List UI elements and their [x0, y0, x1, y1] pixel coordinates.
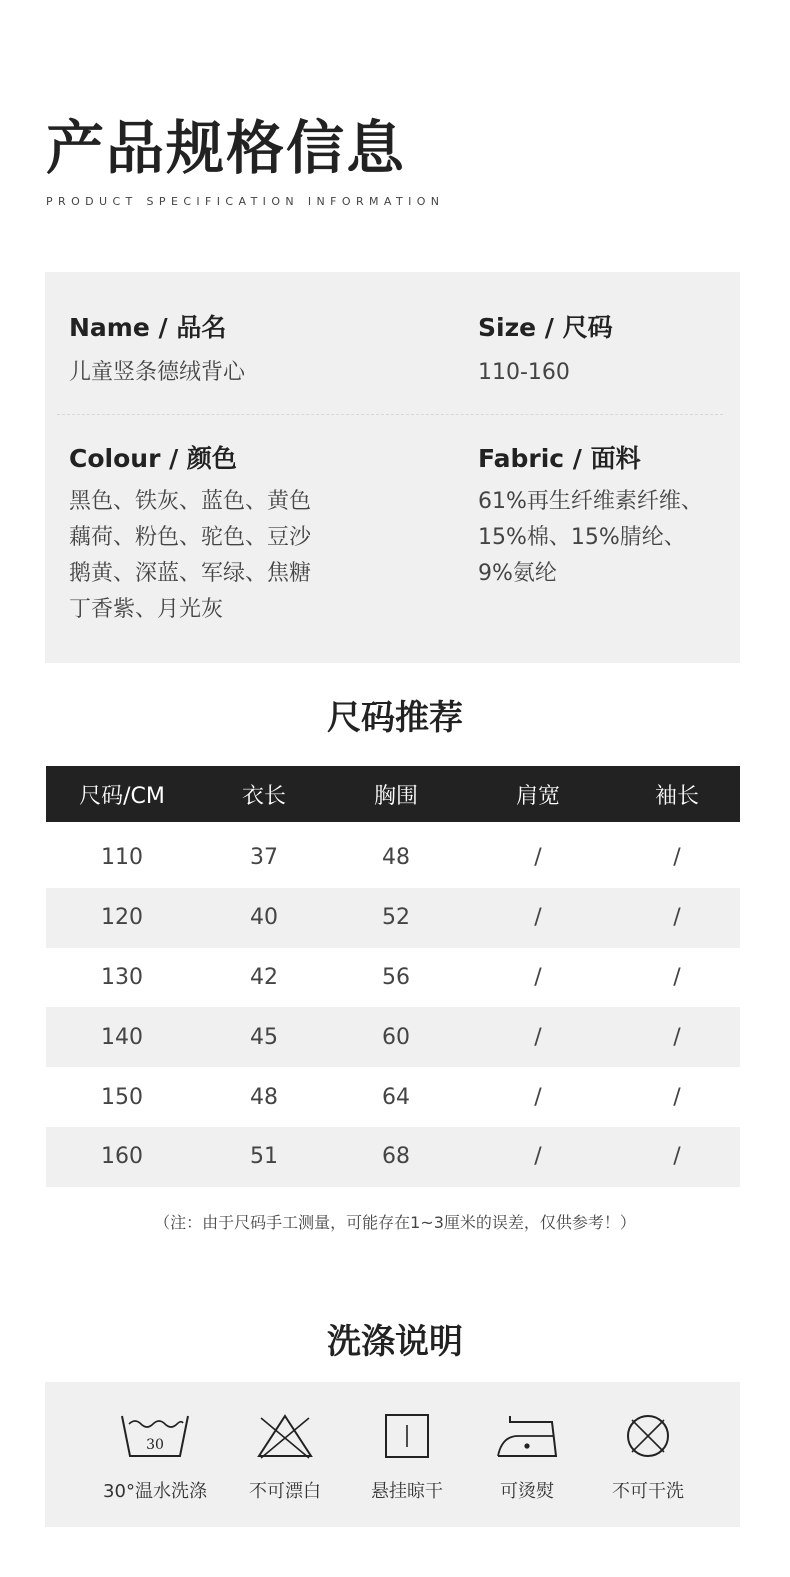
colour-line: 黑色、铁灰、蓝色、黄色 — [69, 489, 312, 514]
measurement-note: （注：由于尺码手工测量，可能存在1~3厘米的误差，仅供参考！） — [154, 1213, 636, 1232]
table-cell: 56 — [382, 964, 410, 990]
table-cell: 140 — [101, 1024, 143, 1050]
size-table-header — [46, 766, 740, 822]
table-cell: / — [534, 845, 542, 871]
care-label: 不可漂白 — [249, 1481, 321, 1502]
table-cell: / — [534, 905, 542, 931]
table-cell: 51 — [250, 1144, 278, 1170]
fabric-list — [478, 484, 703, 592]
colour-label: Colour / 颜色 — [69, 444, 237, 473]
table-row — [46, 888, 740, 948]
no-dry-clean-icon — [623, 1412, 673, 1460]
table-cell: 42 — [250, 964, 278, 990]
table-cell: / — [534, 1084, 542, 1110]
table-cell: / — [673, 1144, 681, 1170]
page-subtitle: PRODUCT SPECIFICATION INFORMATION — [46, 195, 445, 208]
colour-line: 丁香紫、月光灰 — [69, 597, 224, 622]
table-cell: 37 — [250, 845, 278, 871]
no-bleach-icon — [255, 1412, 315, 1460]
table-row — [46, 828, 740, 888]
table-row — [46, 1127, 740, 1187]
table-row — [46, 948, 740, 1008]
wash-30-icon — [120, 1412, 190, 1460]
care-label: 30°温水洗涤 — [103, 1481, 207, 1502]
care-item-iron — [462, 1382, 592, 1527]
table-cell: / — [673, 964, 681, 990]
header-cell-chest: 胸围 — [373, 783, 418, 809]
table-row — [46, 1067, 740, 1127]
table-cell: 120 — [101, 905, 143, 931]
care-item-no-bleach — [220, 1382, 350, 1527]
care-box — [45, 1382, 740, 1527]
table-cell: / — [673, 905, 681, 931]
table-cell: / — [673, 1024, 681, 1050]
table-cell: / — [534, 1144, 542, 1170]
table-cell: 150 — [101, 1084, 143, 1110]
header-cell-sleeve: 袖长 — [654, 783, 699, 809]
care-label: 不可干洗 — [612, 1481, 684, 1502]
size-label: Size / 尺码 — [478, 313, 613, 342]
header-cell-shoulder: 肩宽 — [515, 783, 560, 809]
table-cell: 40 — [250, 905, 278, 931]
colour-line: 鹅黄、深蓝、军绿、焦糖 — [69, 561, 312, 586]
table-cell: / — [534, 964, 542, 990]
header-cell-length: 衣长 — [241, 783, 286, 809]
care-item-hang-dry — [342, 1382, 472, 1527]
care-item-wash — [90, 1382, 220, 1527]
care-label: 可烫熨 — [500, 1481, 554, 1502]
fabric-line: 9%氨纶 — [478, 561, 557, 586]
table-cell: 48 — [382, 845, 410, 871]
fabric-line: 61%再生纤维素纤维、 — [478, 489, 703, 514]
table-cell: 160 — [101, 1144, 143, 1170]
table-cell: / — [673, 845, 681, 871]
colour-line: 藕荷、粉色、驼色、豆沙 — [69, 525, 312, 550]
care-label: 悬挂晾干 — [371, 1481, 443, 1502]
care-item-no-dry-clean — [583, 1382, 713, 1527]
page-title: 产品规格信息 — [46, 114, 407, 182]
hang-dry-icon — [382, 1412, 432, 1460]
table-cell: 64 — [382, 1084, 410, 1110]
table-cell: 60 — [382, 1024, 410, 1050]
care-section-title: 洗涤说明 — [327, 1322, 463, 1362]
table-cell: 45 — [250, 1024, 278, 1050]
table-row — [46, 1007, 740, 1067]
spec-info-box — [45, 272, 740, 663]
name-label: Name / 品名 — [69, 313, 227, 342]
fabric-line: 15%棉、15%腈纶、 — [478, 525, 686, 550]
colour-list — [69, 484, 311, 628]
table-cell: 130 — [101, 964, 143, 990]
fabric-label: Fabric / 面料 — [478, 444, 641, 473]
iron-icon — [494, 1412, 560, 1460]
header-cell-size: 尺码/CM — [79, 783, 165, 809]
info-divider — [57, 414, 723, 415]
table-cell: / — [673, 1084, 681, 1110]
table-cell: 68 — [382, 1144, 410, 1170]
table-cell: 48 — [250, 1084, 278, 1110]
table-cell: 52 — [382, 905, 410, 931]
table-cell: 110 — [101, 845, 143, 871]
size-section-title: 尺码推荐 — [327, 698, 463, 738]
size-value: 110-160 — [478, 360, 570, 385]
name-value: 儿童竖条德绒背心 — [69, 360, 246, 385]
table-cell: / — [534, 1024, 542, 1050]
wash-temp-text: 30 — [146, 1437, 164, 1453]
size-table — [46, 766, 740, 1187]
